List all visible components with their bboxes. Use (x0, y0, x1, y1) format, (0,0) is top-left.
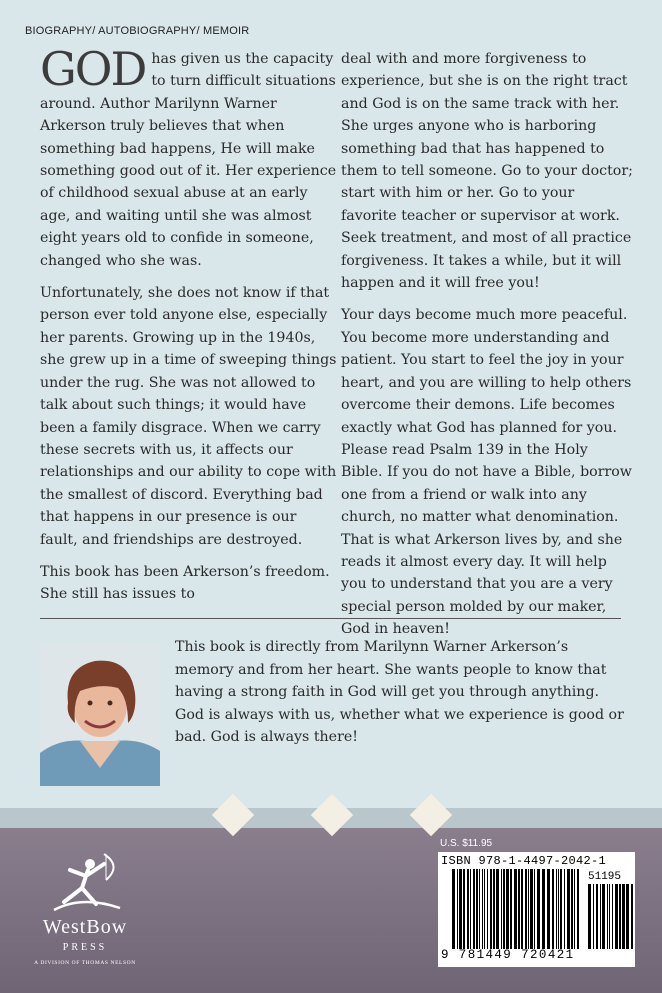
paragraph-freedom: This book has been Arkerson’s freedom. She still has issues to (40, 563, 330, 603)
left-text-column (40, 42, 338, 616)
barcode-bar (490, 869, 492, 949)
publisher-division: A DIVISION OF THOMAS NELSON (34, 960, 136, 966)
barcode-bar (514, 869, 517, 949)
publisher-name: WestBow (42, 916, 128, 938)
barcode-bar (479, 869, 480, 949)
barcode-bar (473, 869, 475, 949)
isbn-text: ISBN 978-1-4497-2042-1 (441, 854, 607, 868)
barcode-bar (528, 869, 529, 949)
barcode-bar (564, 869, 565, 949)
barcode-bar (567, 869, 570, 949)
barcode-bar (501, 869, 502, 949)
archer-icon (22, 850, 152, 920)
barcode-bar (518, 869, 520, 949)
author-blurb: This book is directly from Marilynn Warner Arkerson’s memory and from her heart. She wants people to know that having a strong faith in God will get you through anything. God is always with us, whether what we experience is good or bad. God is always there! (175, 639, 624, 745)
barcode-bar (602, 884, 605, 949)
barcode-bar (496, 869, 499, 949)
barcode-bar (457, 869, 458, 949)
barcode-bar (574, 869, 575, 949)
barcode-bar (547, 869, 550, 949)
barcode-bar (459, 869, 462, 949)
barcode-bar (482, 869, 483, 949)
paragraph-peaceful: Your days become much more peaceful. You become more understanding and patient. You start to feel the joy in your heart, and you are willing to help others overcome their demons. Life becomes exactly what God has planned for you. Please read Psalm 139 in the Holy Bible. If you do not have a Bible, borrow one from a friend or walk into any church, no matter what denomination. That is what Arkerson lives by, and she reads it almost every day. It will help you to understand that you are a very special person molded by our maker, God in heaven! (341, 307, 632, 638)
barcode-bar (493, 869, 495, 949)
barcode-bar (577, 869, 579, 949)
addon-code: 51195 (588, 871, 622, 883)
barcode-bar (593, 884, 594, 949)
barcode-bar (530, 869, 533, 949)
barcode-bar (631, 884, 633, 949)
barcode-bar (452, 869, 455, 949)
barcode-bar (552, 869, 554, 949)
barcode-bar (521, 869, 523, 949)
barcode (438, 852, 635, 967)
barcode-bar (612, 884, 613, 949)
addon-barcode-bars (588, 884, 633, 949)
section-divider (40, 618, 621, 619)
barcode-bar (615, 884, 618, 949)
ean-barcode-bars (452, 869, 582, 949)
paragraph-intro-text: has given us the capacity to turn difficult situations around. Author Marilynn Warner Arkerson truly believes that when something bad happens, He will make something good out of it. Her experience of childhood sexual abuse at an early age, and waiting until she was almost eight years old to confide in someone, changed who she was. (40, 51, 337, 269)
barcode-bar (588, 884, 591, 949)
barcode-bar (484, 869, 485, 949)
barcode-bar (537, 869, 540, 949)
barcode-bar (626, 884, 629, 949)
paragraph-growing-up: Unfortunately, she does not know if that person ever told anyone else, especially her parents. Growing up in the 1940s, she grew up in a time of sweeping things under the rug. She was not allowed to talk about such things; it would have been a family disgrace. When we carry these secrets with us, it affects our relationships and our ability to cope with the smallest of discord. Everything bad that happens in our presence is our fault, and friendships are destroyed. (40, 285, 337, 548)
barcode-bar (510, 869, 512, 949)
barcode-bar (467, 869, 469, 949)
author-photo (40, 643, 160, 786)
paragraph-forgiveness: deal with and more forgiveness to experience, but she is on the right tract and God is on the same track with her. She urges anyone who is harboring something bad that has happened to them to tell someone. Go to your doctor; start with him or her. Go to your favorite teacher or supervisor at work. Seek treatment, and most of all practice forgiveness. It takes a while, but it will happen and it will free you! (341, 51, 633, 292)
barcode-bar (607, 884, 608, 949)
barcode-bar (560, 869, 562, 949)
barcode-bar (596, 884, 598, 949)
barcode-bar (556, 869, 557, 949)
barcode-bar (571, 869, 573, 949)
publisher-subtitle: PRESS (62, 942, 108, 953)
paragraph-intro (40, 42, 338, 272)
barcode-bar (476, 869, 478, 949)
barcode-bar (525, 869, 527, 949)
barcode-bar (503, 869, 505, 949)
barcode-bar (542, 869, 545, 949)
ean-digits: 9 781449 720421 (441, 948, 575, 962)
barcode-bar (622, 884, 625, 949)
barcode-bar (506, 869, 509, 949)
barcode-bar (534, 869, 535, 949)
barcode-bar (558, 869, 559, 949)
barcode-bar (463, 869, 465, 949)
barcode-bar (487, 869, 488, 949)
price-label: U.S. $11.95 (440, 838, 493, 849)
barcode-bar (609, 884, 610, 949)
right-text-column (341, 48, 633, 651)
category-label: BIOGRAPHY/ AUTOBIOGRAPHY/ MEMOIR (25, 25, 250, 37)
barcode-bar (619, 884, 621, 949)
barcode-bar (470, 869, 471, 949)
barcode-bar (600, 884, 601, 949)
dropcap-god: GOD (40, 42, 146, 96)
